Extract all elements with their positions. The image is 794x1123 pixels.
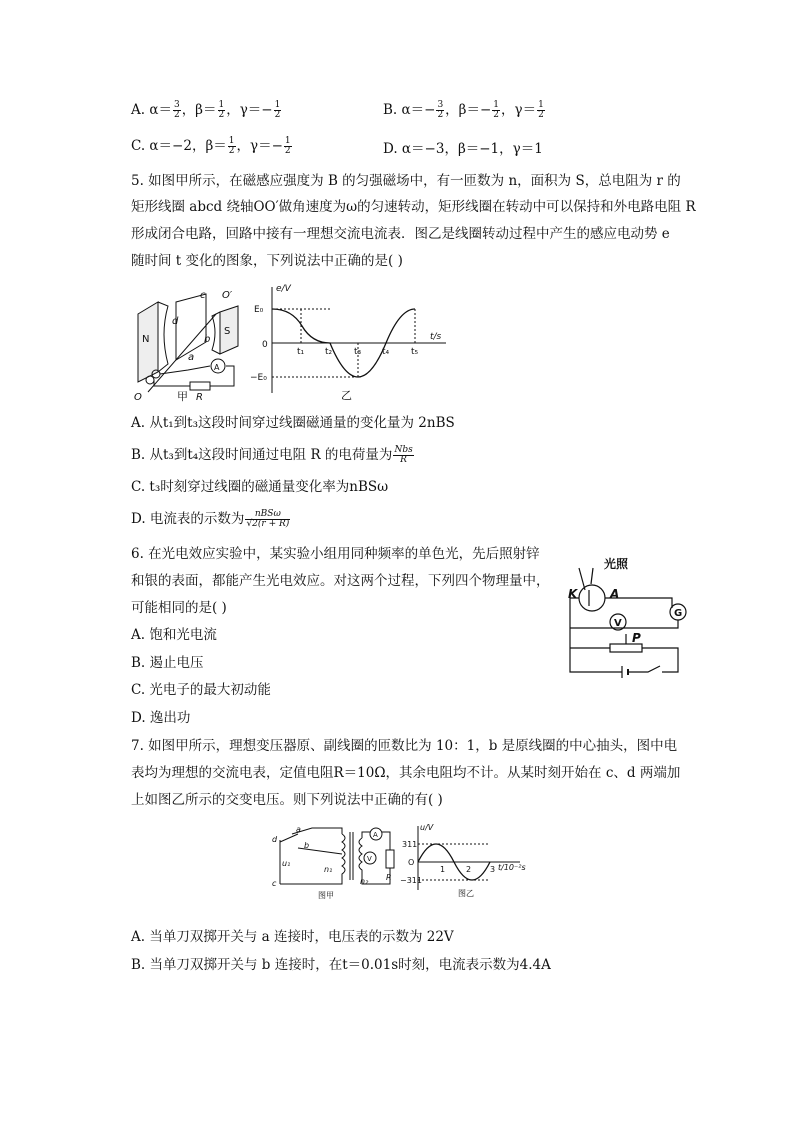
q5-d-frac [245,510,290,529]
q5-left-caption: 甲 [177,390,188,403]
origin-label: 0 [262,340,268,350]
q5-option-b [131,446,415,465]
wire-left [570,598,622,672]
q5-d-num: nBSω [245,510,290,520]
q5-option-a: A. 从t₁到t₃这段时间穿过线圈磁通量的变化量为 2nBS [131,415,455,431]
q5-stem-line2: 矩形线圈 abcd 绕轴OO′做角速度为ω的匀速转动，矩形线圈在转动中可以保持和外电路电阻 R [131,199,696,215]
label-n1: n₁ [324,865,333,874]
x-label: t/10⁻²s [498,863,526,872]
q7-left-caption: 图甲 [318,891,334,900]
q7-option-a: A. 当单刀双掷开关与 a 连接时，电压表的示数为 22V [131,929,454,945]
t1-label: 1 [440,865,446,874]
label-d: d [172,316,179,327]
q4-b-beta-num: 1 [493,100,500,110]
q4-a-beta-frac [218,101,226,120]
q4-c-gamma-den: 2 [284,146,291,156]
q4-b-gamma-pre: ，γ＝ [501,102,537,118]
q4-a-beta-den: 2 [218,110,225,120]
q4-b-prefix: B. α＝− [383,102,436,118]
q5-d-den: √2(r + R) [246,519,290,529]
q4-b-gamma-frac [537,101,545,120]
rheostat [610,644,642,652]
k-label: K [568,587,578,601]
x-label: t/s [430,332,442,342]
q6-option-b: B. 遏止电压 [131,655,204,671]
label-b: b [204,334,211,345]
vmin-label: −311 [400,876,422,885]
q5-b-num: Nbs [394,445,413,455]
q4-b-gamma-den: 2 [538,110,544,120]
y-label: e/V [276,284,291,294]
primary-coil [342,834,345,878]
q4-b-alpha-num: 3 [437,100,444,110]
q7-figure-graph [400,820,530,900]
q4-c-gamma-num: 1 [284,136,291,146]
t3-label: t₃ [354,347,362,357]
q4-b-beta-den: 2 [493,110,500,120]
light-label: 光照 [604,557,629,571]
resistor-r [386,850,394,868]
e0-label: E₀ [254,305,264,315]
label-o-prime: O′ [222,290,233,301]
label-c: c [272,879,277,888]
switch [628,666,660,672]
t2-label: t₂ [325,347,333,357]
q5-stem-line3: 形成闭合电路，回路中接有一理想交流电流表．图乙是线圈转动过程中产生的感应电动势 e [131,226,670,242]
q5-figure-graph [250,283,450,403]
switch-blade [280,834,298,842]
label-r: R [386,873,392,882]
q4-option-d: D. α＝−3，β＝−1，γ＝1 [383,141,543,157]
label-a: a [296,825,301,834]
q4-a-beta-num: 1 [218,100,225,110]
q4-option-c [131,137,293,156]
label-ammeter: A [214,363,220,372]
t5-label: t₅ [411,347,419,357]
q4-a-alpha-den: 2 [173,110,180,120]
q4-b-alpha-frac [436,101,444,120]
q5-option-d [131,510,291,529]
coil-loop [176,294,206,360]
q6-stem-line3: 可能相同的是( ) [131,600,227,616]
q6-option-d: D. 逸出功 [131,710,191,726]
q4-b-alpha-den: 2 [437,110,444,120]
p-label: P [632,631,641,645]
q5-figure-generator [128,284,250,404]
q4-a-gamma-frac [274,101,282,120]
south-pole-face [212,312,220,354]
label-c: c [200,290,206,301]
q4-a-alpha-num: 3 [173,100,180,110]
label-ammeter: A [373,831,378,839]
label-s: S [224,326,231,337]
label-o: O [134,392,142,403]
v-label: V [614,618,622,629]
q6-option-c: C. 光电子的最大初动能 [131,682,271,698]
t3-label: 3 [490,865,496,874]
t1-label: t₁ [297,347,305,357]
resistor-box [190,382,210,390]
q4-c-gamma-pre: ，γ＝− [236,138,283,154]
q5-b-den: R [400,455,407,465]
q5-option-c: C. t₃时刻穿过线圈的磁通量变化率为nBSω [131,479,389,495]
q6-option-a: A. 饱和光电流 [131,627,217,643]
q4-c-prefix: C. α＝−2，β＝ [131,138,227,154]
q4-b-beta-frac [492,101,500,120]
slip-ring-1 [146,376,154,384]
q5-right-caption: 乙 [341,389,352,402]
q4-c-beta-num: 1 [228,136,235,146]
secondary-coil [359,838,362,874]
q5-b-frac [393,446,413,465]
q6-stem-line1: 6. 在光电效应实验中，某实验小组用同种频率的单色光，先后照射锌 [131,546,540,562]
q5-stem-line4: 随时间 t 变化的图象，下列说法中正确的是( ) [131,253,403,269]
q4-a-gamma-num: 1 [274,100,281,110]
t2-label: 2 [466,865,472,874]
q6-stem-line2: 和银的表面，都能产生光电效应。对这两个过程，下列四个物理量中， [131,573,550,589]
q7-option-b: B. 当单刀双掷开关与 b 连接时，在t＝0.01s时刻，电流表示数为4.4A [131,957,551,973]
q4-c-beta-den: 2 [228,146,235,156]
a-label: A [610,587,620,601]
vmax-label: 311 [402,840,418,849]
label-u1: u₁ [282,859,291,868]
north-pole-face [158,302,168,372]
q6-figure-circuit [562,552,692,682]
q4-option-b [383,101,546,120]
label-d: d [272,835,278,844]
q4-a-beta-pre: ，β＝ [181,102,217,118]
origin-label: O [408,858,415,867]
q7-stem-line2: 表均为理想的交流电表，定值电阻R＝10Ω，其余电阻均不计。从某时刻开始在 c、d 两端加 [131,765,681,781]
phototube [579,585,605,611]
q4-b-beta-pre: ，β＝− [445,102,492,118]
q5-d-prefix: D. 电流表的示数为 [131,511,245,527]
q4-a-alpha-frac [173,101,181,120]
label-r: R [196,392,203,403]
q7-stem-line3: 上如图乙所示的交变电压。则下列说法中正确的有( ) [131,792,443,808]
neg-e0-label: −E₀ [250,373,267,383]
wire-bottom-primary [280,878,342,884]
t4-label: t₄ [382,347,390,357]
g-label: G [674,608,683,619]
q5-stem-line1: 5. 如图甲所示，在磁感应强度为 B 的匀强磁场中，有一匝数为 n，面积为 S，总电阻为 r 的 [131,173,681,189]
q4-option-a [131,101,282,120]
q7-figure-transformer [262,824,402,900]
label-n2: n₂ [360,877,369,886]
q4-a-prefix: A. α＝ [131,102,172,118]
label-voltmeter: V [367,855,372,863]
q4-c-gamma-frac [284,137,292,156]
q4-a-gamma-den: 2 [274,110,281,120]
q4-a-gamma-pre: ，γ＝− [226,102,273,118]
q7-right-caption: 图乙 [458,889,474,898]
label-b: b [304,841,310,850]
y-label: u/V [420,823,434,832]
q4-c-beta-frac [228,137,236,156]
label-n: N [142,334,150,345]
label-a: a [188,352,195,363]
q5-b-prefix: B. 从t₃到t₄这段时间通过电阻 R 的电荷量为 [131,447,393,463]
q7-stem-line1: 7. 如图甲所示，理想变压器原、副线圈的匝数比为 10：1，b 是原线圈的中心抽头，图中电 [131,738,678,754]
light-ray-1 [579,568,585,590]
q4-b-gamma-num: 1 [538,100,544,110]
light-ray-2 [591,568,593,584]
